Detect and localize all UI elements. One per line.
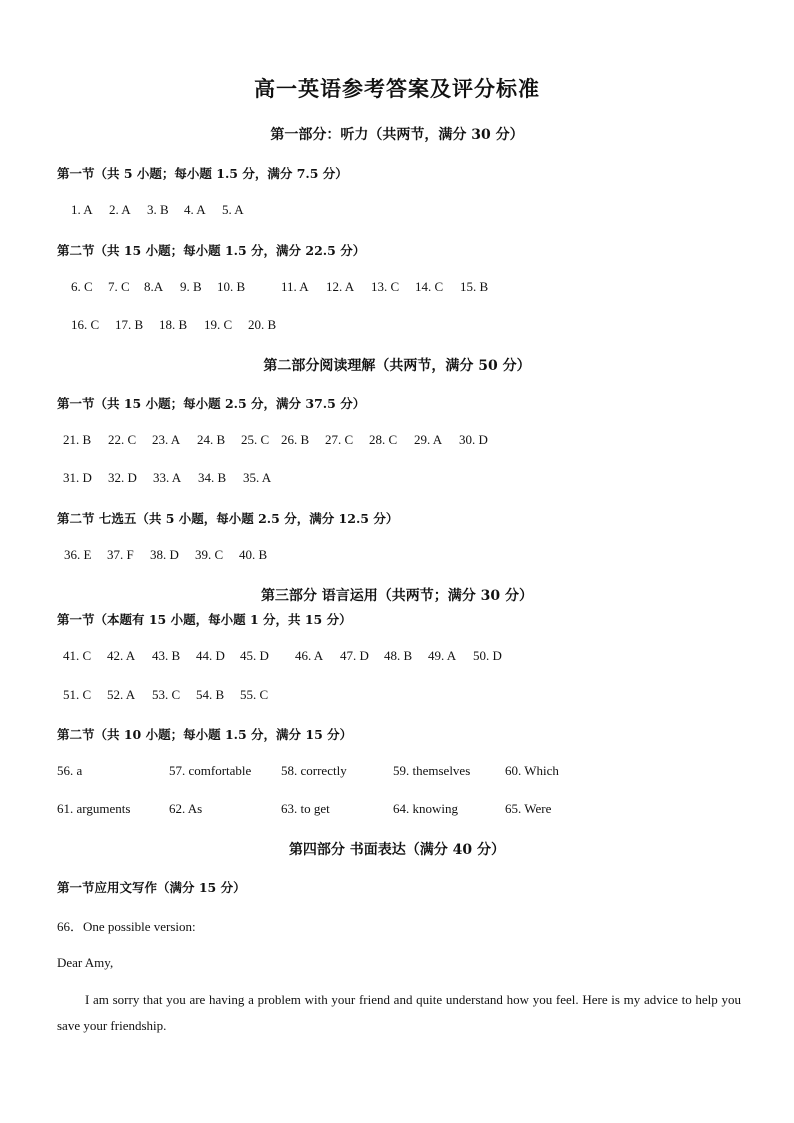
part4-sec1-heading: 第一节应用文写作（满分 15 分） bbox=[57, 880, 246, 895]
answer-row bbox=[0, 202, 794, 220]
answer-row bbox=[0, 648, 794, 666]
answer-item: 38. D bbox=[150, 547, 179, 562]
answer-item: 19. C bbox=[204, 317, 233, 332]
answer-row bbox=[0, 687, 794, 705]
answer-row bbox=[0, 547, 794, 565]
answer-item: 2. A bbox=[109, 202, 131, 217]
answer-item: 15. B bbox=[460, 279, 489, 294]
answer-row bbox=[0, 763, 794, 781]
answer-item: 56. a bbox=[57, 763, 83, 778]
answer-item: 23. A bbox=[152, 432, 181, 447]
answer-item: 22. C bbox=[108, 432, 137, 447]
answer-item: 58. correctly bbox=[281, 763, 347, 778]
answer-item: 25. C bbox=[241, 432, 270, 447]
answer-item: 28. C bbox=[369, 432, 398, 447]
answer-item: 29. A bbox=[414, 432, 443, 447]
answer-item: 49. A bbox=[428, 648, 457, 663]
answer-item: 4. A bbox=[184, 202, 206, 217]
answer-item: 7. C bbox=[108, 279, 130, 294]
answer-item: 62. As bbox=[169, 801, 203, 816]
answer-item: 10. B bbox=[217, 279, 246, 294]
answer-item: 9. B bbox=[180, 279, 202, 294]
answer-item: 24. B bbox=[197, 432, 226, 447]
answer-row bbox=[0, 801, 794, 819]
answer-item: 16. C bbox=[71, 317, 100, 332]
answer-item: 8.A bbox=[144, 279, 164, 294]
part2-heading: 第二部分阅读理解（共两节，满分 50 分） bbox=[263, 358, 531, 374]
answer-item: 50. D bbox=[473, 648, 502, 663]
answer-item: 60. Which bbox=[505, 763, 559, 778]
page-title: 高一英语参考答案及评分标准 bbox=[254, 76, 540, 101]
answer-item: 51. C bbox=[63, 687, 92, 702]
answer-item: 47. D bbox=[340, 648, 369, 663]
answer-item: 42. A bbox=[107, 648, 136, 663]
answer-item: 37. F bbox=[107, 547, 134, 562]
answer-item: 55. C bbox=[240, 687, 269, 702]
answer-item: 34. B bbox=[198, 470, 227, 485]
part3-heading: 第三部分 语言运用（共两节；满分 30 分） bbox=[260, 588, 534, 604]
answer-item: 3. B bbox=[147, 202, 169, 217]
answer-item: 41. C bbox=[63, 648, 92, 663]
answer-item: 53. C bbox=[152, 687, 181, 702]
answer-item: 32. D bbox=[108, 470, 137, 485]
answer-item: 39. C bbox=[195, 547, 224, 562]
letter-greeting: Dear Amy, bbox=[57, 955, 114, 970]
answer-item: 57. comfortable bbox=[169, 763, 252, 778]
answer-item: 27. C bbox=[325, 432, 354, 447]
part1-sec1-heading: 第一节（共 5 小题；每小题 1.5 分，满分 7.5 分） bbox=[57, 166, 348, 181]
answer-item: 11. A bbox=[281, 279, 309, 294]
answer-item: 12. A bbox=[326, 279, 355, 294]
answer-item: 18. B bbox=[159, 317, 188, 332]
answer-item: 35. A bbox=[243, 470, 272, 485]
part4-heading: 第四部分 书面表达（满分 40 分） bbox=[288, 842, 506, 858]
essay-intro: 66．One possible version: bbox=[57, 919, 196, 934]
answer-item: 54. B bbox=[196, 687, 225, 702]
answer-item: 1. A bbox=[71, 202, 93, 217]
answer-item: 30. D bbox=[459, 432, 488, 447]
answer-item: 5. A bbox=[222, 202, 244, 217]
answer-item: 17. B bbox=[115, 317, 144, 332]
answer-item: 31. D bbox=[63, 470, 92, 485]
part3-sec1-heading: 第一节（本题有 15 小题，每小题 1 分，共 15 分） bbox=[57, 612, 352, 627]
answer-item: 48. B bbox=[384, 648, 413, 663]
answer-item: 33. A bbox=[153, 470, 182, 485]
answer-item: 6. C bbox=[71, 279, 93, 294]
answer-row bbox=[0, 432, 794, 450]
answer-item: 63. to get bbox=[281, 801, 330, 816]
answer-item: 45. D bbox=[240, 648, 269, 663]
part2-sec1-heading: 第一节（共 15 小题；每小题 2.5 分，满分 37.5 分） bbox=[57, 396, 366, 411]
answer-item: 59. themselves bbox=[393, 763, 471, 778]
answer-item: 44. D bbox=[196, 648, 225, 663]
answer-item: 64. knowing bbox=[393, 801, 458, 816]
answer-row bbox=[0, 317, 794, 335]
answer-item: 13. C bbox=[371, 279, 400, 294]
answer-item: 20. B bbox=[248, 317, 277, 332]
answer-item: 21. B bbox=[63, 432, 92, 447]
part3-sec2-heading: 第二节（共 10 小题；每小题 1.5 分，满分 15 分） bbox=[57, 727, 353, 742]
part1-sec2-heading: 第二节（共 15 小题；每小题 1.5 分，满分 22.5 分） bbox=[57, 243, 366, 258]
answer-item: 26. B bbox=[281, 432, 310, 447]
answer-item: 43. B bbox=[152, 648, 181, 663]
answer-item: 40. B bbox=[239, 547, 268, 562]
answer-item: 65. Were bbox=[505, 801, 552, 816]
letter-paragraph: I am sorry that you are having a problem with your friend and quite understand how you feel. Here is my advice to help you save your friendship. bbox=[57, 992, 741, 1033]
answer-item: 14. C bbox=[415, 279, 444, 294]
answer-item: 61. arguments bbox=[57, 801, 131, 816]
part2-sec2-heading: 第二节 七选五（共 5 小题，每小题 2.5 分，满分 12.5 分） bbox=[57, 511, 399, 526]
answer-item: 52. A bbox=[107, 687, 136, 702]
answer-item: 46. A bbox=[295, 648, 324, 663]
part1-heading: 第一部分：听力（共两节，满分 30 分） bbox=[270, 127, 524, 143]
answer-row bbox=[0, 279, 794, 297]
answer-row bbox=[0, 470, 794, 488]
answer-item: 36. E bbox=[64, 547, 92, 562]
